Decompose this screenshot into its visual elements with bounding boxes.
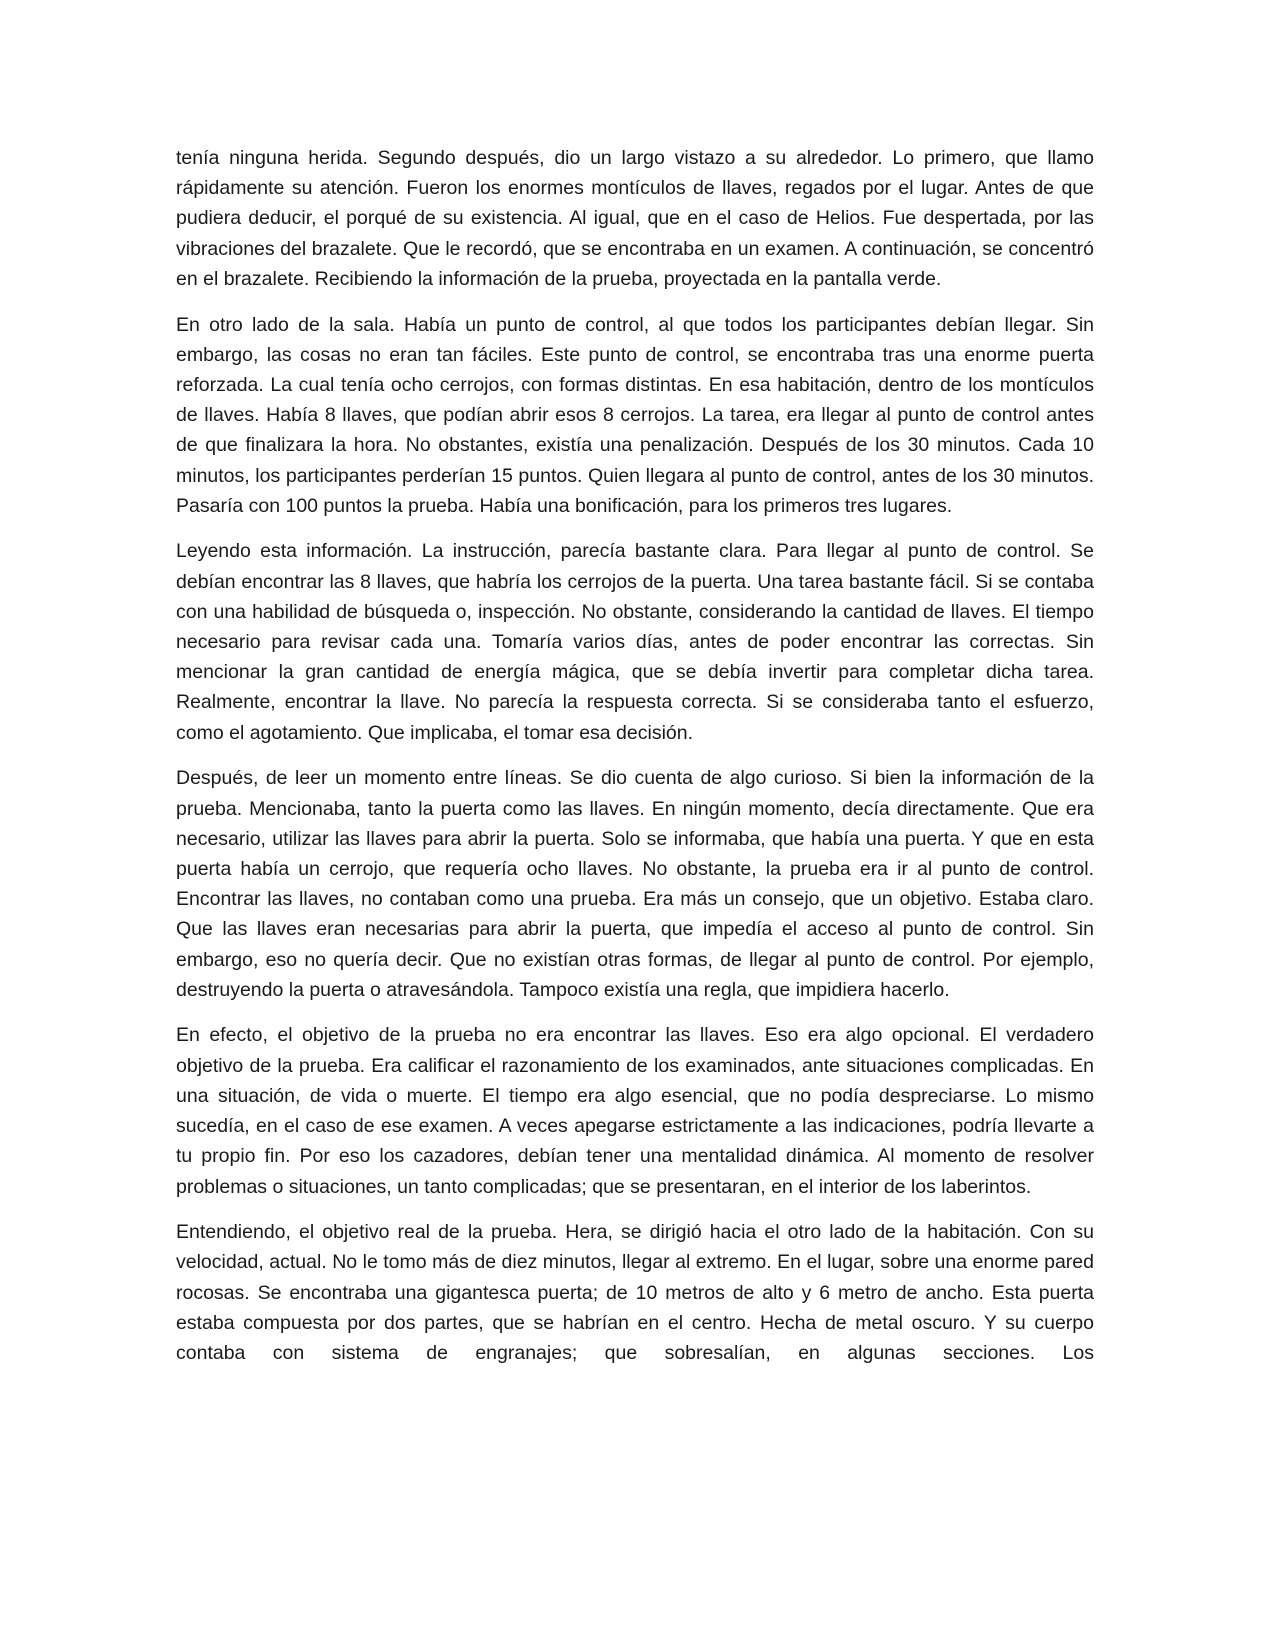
document-body bbox=[176, 143, 1094, 1384]
paragraph-4: Después, de leer un momento entre líneas. Se dio cuenta de algo curioso. Si bien la información de la prueba. Mencionaba, tanto la puerta como las llaves. En ningún momento, decía directamente. Que era necesario, utilizar las llaves para abrir la puerta. Solo se informaba, que había una puerta. Y que en esta puerta había un cerrojo, que requería ocho llaves. No obstante, la prueba era ir al punto de control. Encontrar las llaves, no contaban como una prueba. Era más un consejo, que un objetivo. Estaba claro. Que las llaves eran necesarias para abrir la puerta, que impedía el acceso al punto de control. Sin embargo, eso no quería decir. Que no existían otras formas, de llegar al punto de control. Por ejemplo, destruyendo la puerta o atravesándola. Tampoco existía una regla, que impidiera hacerlo. bbox=[176, 767, 1094, 1001]
paragraph-1: tenía ninguna herida. Segundo después, dio un largo vistazo a su alrededor. Lo primero, que llamo rápidamente su atención. Fueron los enormes montículos de llaves, regados por el lugar. Antes de que pudiera deducir, el porqué de su existencia. Al igual, que en el caso de Helios. Fue despertada, por las vibraciones del brazalete. Que le recordó, que se encontraba en un examen. A continuación, se concentró en el brazalete. Recibiendo la información de la prueba, proyectada en la pantalla verde. bbox=[176, 147, 1094, 290]
paragraph-5: En efecto, el objetivo de la prueba no era encontrar las llaves. Eso era algo opcional. El verdadero objetivo de la prueba. Era calificar el razonamiento de los examinados, ante situaciones complicadas. En una situación, de vida o muerte. El tiempo era algo esencial, que no podía despreciarse. Lo mismo sucedía, en el caso de ese examen. A veces apegarse estrictamente a las indicaciones, podría llevarte a tu propio fin. Por eso los cazadores, debían tener una mentalidad dinámica. Al momento de resolver problemas o situaciones, un tanto complicadas; que se presentaran, en el interior de los laberintos. bbox=[176, 1024, 1094, 1198]
paragraph-3: Leyendo esta información. La instrucción, parecía bastante clara. Para llegar al punto de control. Se debían encontrar las 8 llaves, que habría los cerrojos de la puerta. Una tarea bastante fácil. Si se contaba con una habilidad de búsqueda o, inspección. No obstante, considerando la cantidad de llaves. El tiempo necesario para revisar cada una. Tomaría varios días, antes de poder encontrar las correctas. Sin mencionar la gran cantidad de energía mágica, que se debía invertir para completar dicha tarea. Realmente, encontrar la llave. No parecía la respuesta correcta. Si se consideraba tanto el esfuerzo, como el agotamiento. Que implicaba, el tomar esa decisión. bbox=[176, 540, 1094, 744]
paragraph-6: Entendiendo, el objetivo real de la prueba. Hera, se dirigió hacia el otro lado de la habitación. Con su velocidad, actual. No le tomo más de diez minutos, llegar al extremo. En el lugar, sobre una enorme pared rocosas. Se encontraba una gigantesca puerta; de 10 metros de alto y 6 metro de ancho. Esta puerta estaba compuesta por dos partes, que se habrían en el centro. Hecha de metal oscuro. Y su cuerpo contaba con sistema de engranajes; que sobresalían, en algunas secciones. Los bbox=[176, 1221, 1094, 1365]
paragraph-2: En otro lado de la sala. Había un punto de control, al que todos los participantes debían llegar. Sin embargo, las cosas no eran tan fáciles. Este punto de control, se encontraba tras una enorme puerta reforzada. La cual tenía ocho cerrojos, con formas distintas. En esa habitación, dentro de los montículos de llaves. Había 8 llaves, que podían abrir esos 8 cerrojos. La tarea, era llegar al punto de control antes de que finalizara la hora. No obstantes, existía una penalización. Después de los 30 minutos. Cada 10 minutos, los participantes perderían 15 puntos. Quien llegara al punto de control, antes de los 30 minutos. Pasaría con 100 puntos la prueba. Había una bonificación, para los primeros tres lugares. bbox=[176, 313, 1094, 517]
